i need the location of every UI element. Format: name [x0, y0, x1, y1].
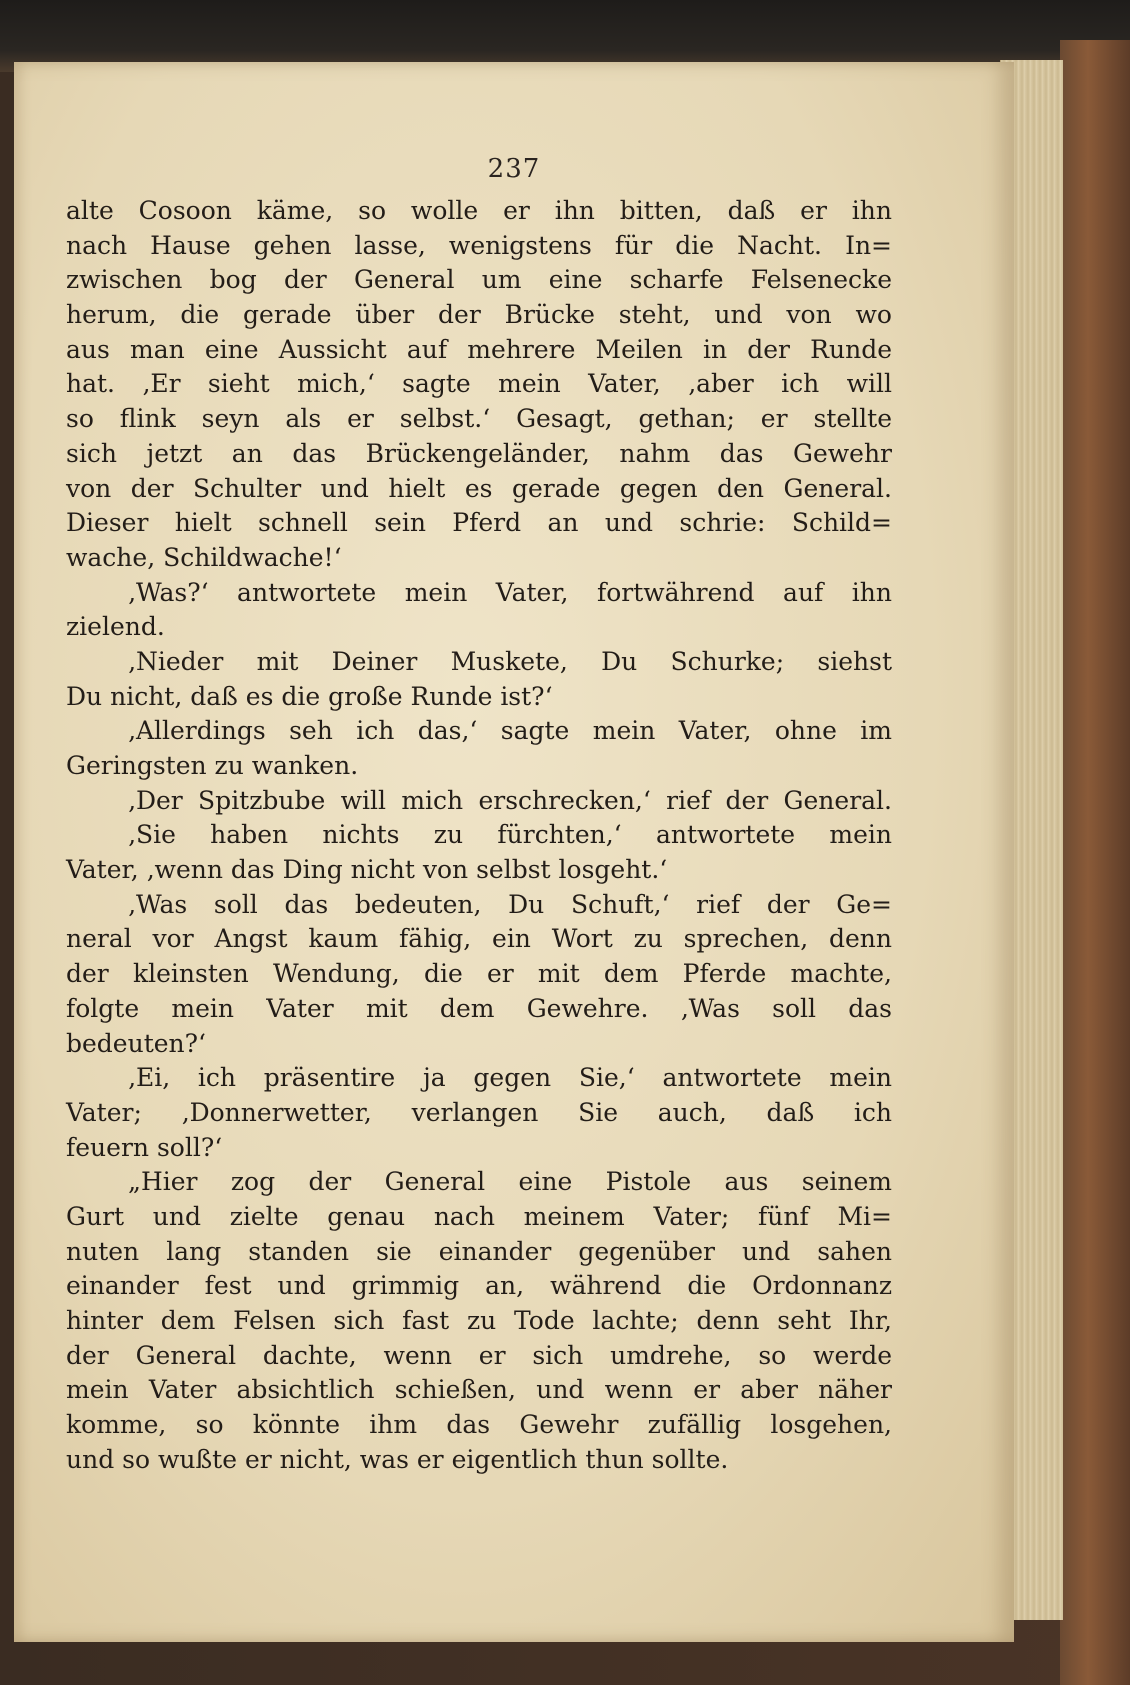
text-line: sich jetzt an das Brückengeländer, nahm das Gewehr — [66, 438, 892, 468]
text-line: Vater; ‚Donnerwetter, verlangen Sie auch, daß ich — [66, 1097, 892, 1127]
text-line: hinter dem Felsen sich fast zu Tode lachte; denn seht Ihr, — [66, 1306, 892, 1335]
text-line: wache, Schildwache!‘ — [66, 542, 342, 572]
text-line: nuten lang standen sie einander gegenüber und sahen — [66, 1236, 892, 1266]
text-line: einander fest und grimmig an, während die Ordonnanz — [66, 1271, 892, 1301]
text-line: „Hier zog der General eine Pistole aus seinem — [128, 1167, 892, 1197]
text-line: Vater, ‚wenn das Ding nicht von selbst losgeht.‘ — [66, 855, 668, 885]
text-line: herum, die gerade über der Brücke steht, und von wo — [66, 300, 892, 330]
text-line: der General dachte, wenn er sich umdrehe, so werde — [66, 1340, 892, 1370]
text-line: ‚Nieder mit Deiner Muskete, Du Schurke; siehst — [128, 646, 892, 676]
text-line: der kleinsten Wendung, die er mit dem Pferde machte, — [66, 959, 892, 989]
text-line: feuern soll?‘ — [66, 1132, 223, 1162]
text-line: ‚Ei, ich präsentire ja gegen Sie,‘ antwortete mein — [128, 1063, 892, 1093]
text-line: Du nicht, daß es die große Runde ist?‘ — [66, 681, 553, 711]
text-line: neral vor Angst kaum fähig, ein Wort zu sprechen, denn — [66, 924, 892, 954]
text-line: ‚Was?‘ antwortete mein Vater, fortwährend auf ihn — [128, 577, 892, 607]
text-line: mein Vater absichtlich schießen, und wenn er aber näher — [66, 1375, 892, 1405]
text-line: ‚Der Spitzbube will mich erschrecken,‘ rief der General. — [128, 785, 892, 815]
text-line: folgte mein Vater mit dem Gewehre. ‚Was soll das — [66, 993, 892, 1023]
text-line: zwischen bog der General um eine scharfe Felsenecke — [66, 265, 892, 295]
text-line: Geringsten zu wanken. — [66, 751, 359, 780]
book-page — [14, 62, 1014, 1642]
text-line: zielend. — [66, 612, 165, 642]
text-line: so flink seyn als er selbst.‘ Gesagt, gethan; er stellte — [66, 404, 892, 434]
text-line: alte Cosoon käme, so wolle er ihn bitten, daß er ihn — [66, 196, 892, 225]
text-line: ‚Was soll das bedeuten, Du Schuft,‘ rief der Ge= — [128, 889, 892, 919]
text-line: bedeuten?‘ — [66, 1028, 206, 1058]
text-line: hat. ‚Er sieht mich,‘ sagte mein Vater, ‚aber ich will — [66, 369, 892, 399]
page-body-text — [66, 194, 892, 1477]
text-line: ‚Sie haben nichts zu fürchten,‘ antwortete mein — [128, 820, 892, 850]
page-number: 237 — [487, 154, 541, 184]
text-line: Dieser hielt schnell sein Pferd an und schrie: Schild= — [66, 508, 892, 538]
text-line: ‚Allerdings seh ich das,‘ sagte mein Vater, ohne im — [128, 716, 892, 746]
book-cover-edge — [1060, 40, 1130, 1685]
text-line: komme, so könnte ihm das Gewehr zufällig losgehen, — [66, 1410, 892, 1440]
text-line: nach Hause gehen lasse, wenigstens für die Nacht. In= — [66, 230, 892, 260]
text-line: aus man eine Aussicht auf mehrere Meilen in der Runde — [66, 334, 892, 364]
text-line: von der Schulter und hielt es gerade gegen den General. — [66, 473, 892, 503]
text-line: Gurt und zielte genau nach meinem Vater; fünf Mi= — [66, 1201, 892, 1231]
text-line: und so wußte er nicht, was er eigentlich thun sollte. — [66, 1444, 729, 1474]
